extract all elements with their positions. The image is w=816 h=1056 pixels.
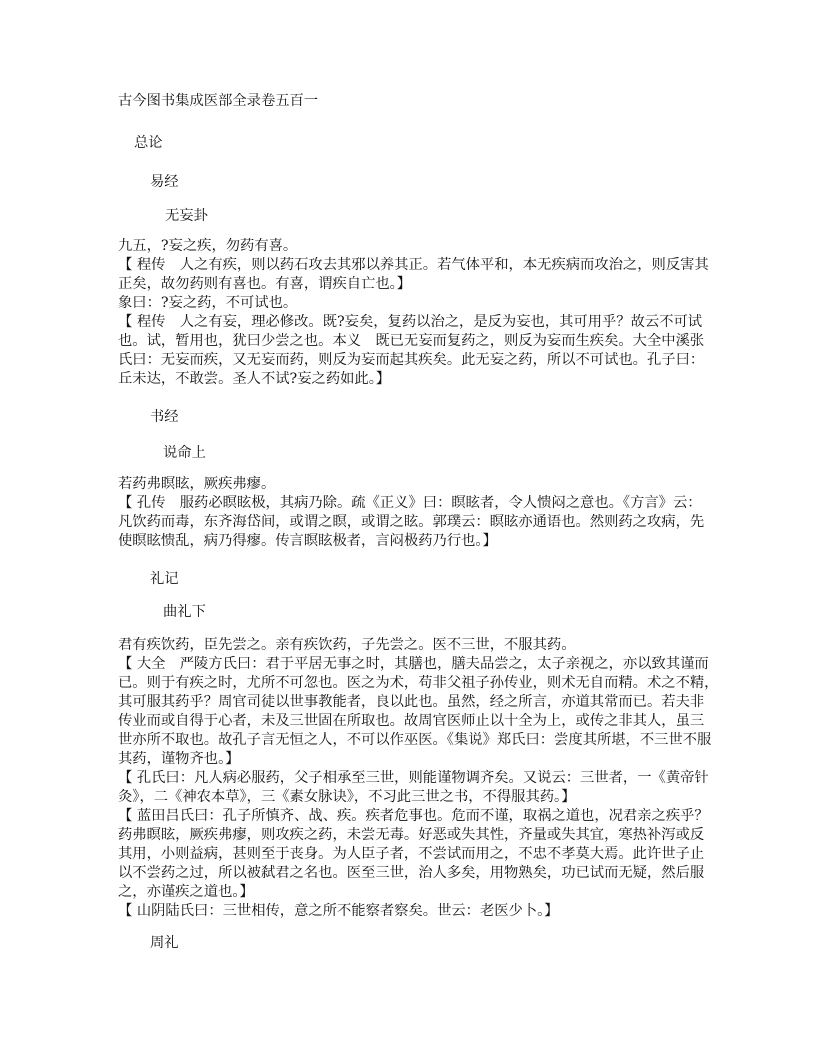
text-block-liji (118, 636, 718, 921)
book-heading-liji: 礼记 (150, 571, 179, 587)
text-line: 也。试，暂用也，犹曰少尝之也。本义 既已无妄而复药之，则反为妄而生疾矣。大全中溪张 (118, 333, 705, 349)
book-heading-shujing: 书经 (150, 409, 179, 425)
book-heading-yijing: 易经 (150, 174, 179, 190)
text-line: 【 程传 人之有妄，理必修改。既?妄矣，复药以治之，是反为妄也，其可用乎？故云不可试 (118, 314, 703, 330)
chapter-heading-shuoming: 说命上 (163, 445, 206, 461)
text-line: 其用，小则益病，甚则至于丧身。为人臣子者，不尝试而用之，不忠不孝莫大焉。此许世子止 (118, 846, 705, 862)
text-line: 【 孔传 服药必瞑眩极，其病乃除。疏《正义》曰：瞑眩者，令人愦闷之意也。《方言》云： (118, 495, 702, 511)
text-line: 凡饮药而毒，东齐海岱间，或谓之瞑，或谓之眩。郭璞云：瞑眩亦通语也。然则药之攻病，先 (118, 514, 705, 530)
text-line: 其药，谨物齐也。】 (118, 751, 240, 767)
text-line: 传业而或自得于心者，未及三世固在所取也。故周官医师止以十全为上，或传之非其人，虽三 (118, 713, 705, 729)
document-title: 古今图书集成医部全录卷五百一 (118, 93, 319, 109)
text-line: 丘未达，不敢尝。圣人不试?妄之药如此。】 (118, 371, 391, 387)
text-line: 【 大全 严陵方氏曰：君于平居无事之时，其膳也，膳夫品尝之，太子亲视之，亦以致其谨而 (118, 656, 709, 672)
text-line: 【 程传 人之有疾，则以药石攻去其邪以养其正。若气体平和，本无疾病而攻治之，则反害其 (118, 257, 709, 273)
text-line: 氏曰：无妄而疾，又无妄而药，则反为妄而起其疾矣。此无妄之药，所以不可试也。孔子曰： (118, 352, 705, 368)
text-line: 药弗瞑眩，厥疾弗瘳，则攻疾之药，未尝无毒。好恶或失其性，齐量或失其宜，寒热补泻或反 (118, 827, 705, 843)
text-line: 之，亦谨疾之道也。】 (118, 884, 254, 900)
text-line: 若药弗瞑眩，厥疾弗瘳。 (118, 476, 276, 492)
text-line: 灸》，二《神农本草》，三《素女脉诀》，不习此三世之书，不得服其药。】 (118, 789, 576, 805)
text-block-shujing (118, 475, 704, 551)
text-line: 世亦所不取也。故孔子言无恒之人，不可以作巫医。《集说》郑氏曰：尝度其所堪，不三世不服 (118, 732, 712, 748)
text-line: 象曰：?妄之药，不可试也。 (118, 295, 298, 311)
text-line: 君有疾饮药，臣先尝之。亲有疾饮药，子先尝之。医不三世，不服其药。 (118, 637, 576, 653)
chapter-heading-quli: 曲礼下 (163, 604, 206, 620)
text-line: 正矣，故勿药则有喜也。有喜，谓疾自亡也。】 (118, 276, 412, 292)
text-line: 以不尝药之过，所以被弑君之名也。医至三世，治人多矣，用物熟矣，功已试而无疑，然后服 (118, 865, 705, 881)
text-line: 其可服其药乎？周官司徒以世事教能者，良以此也。虽然，经之所言，亦道其常而已。若夫非 (118, 694, 705, 710)
chapter-heading-wuwang: 无妄卦 (165, 208, 208, 224)
text-block-yijing (118, 237, 709, 389)
text-line: 【 山阴陆氏曰：三世相传，意之所不能察者察矣。世云：老医少卜。】 (118, 903, 559, 919)
text-line: 九五，?妄之疾，勿药有喜。 (118, 238, 298, 254)
text-line: 【 蓝田吕氏曰：孔子所慎齐、战、疾。疾者危事也。危而不谨，取祸之道也，况君亲之疾乎？ (118, 808, 709, 824)
book-heading-zhouli: 周礼 (150, 935, 179, 951)
text-line: 使瞑眩愦乱，病乃得瘳。传言瞑眩极者，言闷极药乃行也。】 (118, 533, 497, 549)
text-line: 已。则于有疾之时，尤所不可忽也。医之为术，苟非父祖子孙传业，则术无自而精。术之不精， (118, 675, 719, 691)
text-line: 【 孔氏曰：凡人病必服药，父子相承至三世，则能谨物调齐矣。又说云：三世者，一《黄帝针 (118, 770, 709, 786)
section-heading: 总论 (134, 135, 163, 151)
